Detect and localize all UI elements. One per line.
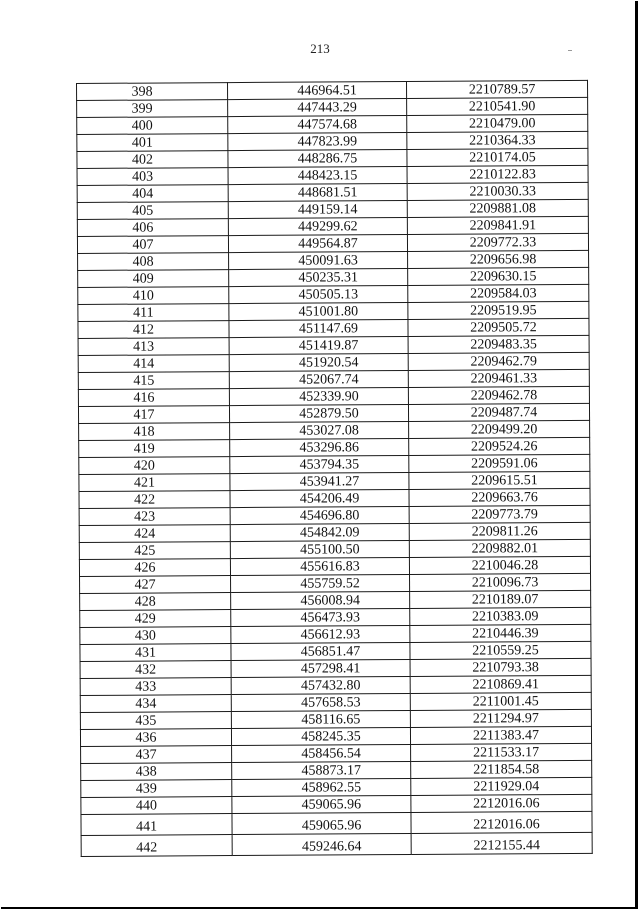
point-number-cell xyxy=(79,491,230,509)
cell-value: 2209524.26 xyxy=(470,439,538,455)
table-row xyxy=(81,832,592,856)
x-coordinate-cell xyxy=(230,489,409,507)
cell-value: 456473.93 xyxy=(300,610,361,626)
cell-value: 417 xyxy=(133,407,155,423)
y-coordinate-cell xyxy=(409,420,590,438)
y-coordinate-cell xyxy=(407,148,588,166)
cell-value: 2211533.17 xyxy=(473,745,540,761)
cell-value: 406 xyxy=(132,220,154,236)
x-coordinate-cell xyxy=(231,574,410,592)
cell-value: 451147.69 xyxy=(298,321,359,337)
cell-value: 403 xyxy=(132,169,154,185)
y-coordinate-cell xyxy=(408,403,589,421)
cell-value: 447574.68 xyxy=(297,117,358,133)
y-coordinate-cell xyxy=(409,471,590,489)
point-number-cell xyxy=(80,695,231,713)
cell-value: 2209773.79 xyxy=(471,507,538,523)
cell-value: 454206.49 xyxy=(299,491,360,507)
x-coordinate-cell xyxy=(229,336,408,354)
point-number-cell xyxy=(78,372,229,390)
cell-value: 446964.51 xyxy=(297,83,357,99)
x-coordinate-cell xyxy=(232,833,411,855)
x-coordinate-cell xyxy=(228,217,407,235)
cell-value: 459065.96 xyxy=(301,818,362,834)
cell-value: 439 xyxy=(135,781,157,797)
point-number-cell xyxy=(80,661,231,679)
cell-value: 2210174.05 xyxy=(469,150,536,166)
y-coordinate-cell xyxy=(410,641,591,659)
cell-value: 448423.15 xyxy=(297,168,358,184)
x-coordinate-cell xyxy=(232,761,411,779)
cell-value: 412 xyxy=(132,322,155,338)
y-coordinate-cell xyxy=(410,573,591,591)
x-coordinate-cell xyxy=(229,268,408,286)
point-number-cell xyxy=(77,202,228,220)
x-coordinate-cell xyxy=(231,625,410,643)
cell-value: 2210030.33 xyxy=(469,184,536,200)
point-number-cell xyxy=(80,644,231,662)
y-coordinate-cell xyxy=(407,233,588,251)
y-coordinate-cell xyxy=(408,369,589,387)
cell-value: 433 xyxy=(135,679,157,695)
x-coordinate-cell xyxy=(231,591,410,609)
y-coordinate-cell xyxy=(408,250,589,268)
cell-value: 419 xyxy=(133,441,155,457)
cell-value: 2209462.79 xyxy=(470,354,538,370)
y-coordinate-cell xyxy=(410,590,591,608)
cell-value: 2210446.39 xyxy=(472,626,539,642)
cell-value: 2212016.06 xyxy=(473,796,540,812)
cell-value: 458116.65 xyxy=(301,712,361,728)
point-number-cell xyxy=(80,627,231,645)
cell-value: 402 xyxy=(131,152,154,168)
cell-value: 457298.41 xyxy=(300,661,361,677)
cell-value: 2209772.33 xyxy=(469,235,537,251)
y-coordinate-cell xyxy=(410,709,591,727)
cell-value: 401 xyxy=(131,135,153,151)
point-number-cell xyxy=(77,185,228,203)
cell-value: 456008.94 xyxy=(300,593,360,609)
point-number-cell xyxy=(79,440,230,458)
cell-value: 432 xyxy=(135,662,157,678)
point-number-cell xyxy=(77,100,228,118)
point-number-cell xyxy=(81,835,232,857)
y-coordinate-cell xyxy=(408,386,589,404)
x-coordinate-cell xyxy=(231,727,410,745)
cell-value: 458873.17 xyxy=(301,763,362,779)
cell-value: 458456.54 xyxy=(301,746,361,762)
cell-value: 458245.35 xyxy=(301,729,361,745)
point-number-cell xyxy=(80,610,231,628)
cell-value: 2211854.58 xyxy=(473,762,540,778)
cell-value: 399 xyxy=(131,101,153,117)
cell-value: 428 xyxy=(134,594,156,610)
cell-value: 440 xyxy=(135,798,157,814)
cell-value: 2210541.90 xyxy=(468,99,536,115)
cell-value: 455616.83 xyxy=(300,559,360,575)
cell-value: 2209461.33 xyxy=(470,371,538,387)
y-coordinate-cell xyxy=(407,131,588,149)
cell-value: 2210793.38 xyxy=(472,660,539,676)
cell-value: 450505.13 xyxy=(298,287,359,303)
point-number-cell xyxy=(78,406,229,424)
point-number-cell xyxy=(79,457,230,475)
cell-value: 454842.09 xyxy=(299,525,360,541)
x-coordinate-cell xyxy=(230,540,409,558)
cell-value: 447443.29 xyxy=(297,100,357,116)
cell-value: 455100.50 xyxy=(300,542,360,558)
cell-value: 2212016.06 xyxy=(473,817,540,833)
x-coordinate-cell xyxy=(229,404,408,422)
cell-value: 407 xyxy=(132,237,154,253)
cell-value: 435 xyxy=(135,713,157,729)
y-coordinate-cell xyxy=(410,726,591,744)
cell-value: 451419.87 xyxy=(298,338,359,354)
x-coordinate-cell xyxy=(230,438,409,456)
x-coordinate-cell xyxy=(229,319,408,337)
cell-value: 421 xyxy=(133,475,155,491)
y-coordinate-cell xyxy=(411,811,592,833)
cell-value: 2209462.78 xyxy=(470,388,538,404)
cell-value: 2209591.06 xyxy=(471,456,538,472)
cell-value: 404 xyxy=(132,186,154,202)
point-number-cell xyxy=(81,780,232,798)
cell-value: 442 xyxy=(136,840,158,856)
cell-value: 441 xyxy=(136,819,158,835)
point-number-cell xyxy=(79,423,230,441)
point-number-cell xyxy=(77,151,228,169)
y-coordinate-cell xyxy=(411,760,592,778)
y-coordinate-cell xyxy=(408,335,589,353)
point-number-cell xyxy=(77,236,228,254)
point-number-cell xyxy=(80,678,231,696)
y-coordinate-cell xyxy=(409,522,590,540)
cell-value: 436 xyxy=(135,730,157,746)
cell-value: 2210559.25 xyxy=(472,643,539,659)
point-number-cell xyxy=(77,83,228,101)
cell-value: 2211294.97 xyxy=(472,711,539,727)
cell-value: 450235.31 xyxy=(298,270,358,286)
cell-value: 398 xyxy=(131,84,153,100)
cell-value: 437 xyxy=(135,747,157,763)
x-coordinate-cell xyxy=(231,659,410,677)
cell-value: 409 xyxy=(132,271,154,287)
point-number-cell xyxy=(79,525,230,543)
point-number-cell xyxy=(80,593,231,611)
point-number-cell xyxy=(78,389,229,407)
cell-value: 2211383.47 xyxy=(472,728,540,744)
point-number-cell xyxy=(80,576,231,594)
y-coordinate-cell xyxy=(409,437,590,455)
point-number-cell xyxy=(79,474,230,492)
x-coordinate-cell xyxy=(231,642,410,660)
y-coordinate-cell xyxy=(410,675,591,693)
point-number-cell xyxy=(77,168,228,186)
cell-value: 457658.53 xyxy=(300,695,361,711)
cell-value: 2211929.04 xyxy=(473,779,540,795)
cell-value: 426 xyxy=(134,560,156,576)
y-coordinate-cell xyxy=(408,267,589,285)
point-number-cell xyxy=(80,729,231,747)
cell-value: 431 xyxy=(134,645,157,661)
cell-value: 405 xyxy=(132,203,154,219)
cell-value: 453794.35 xyxy=(299,457,360,473)
x-coordinate-cell xyxy=(228,200,407,218)
cell-value: 430 xyxy=(134,628,156,644)
x-coordinate-cell xyxy=(228,132,407,150)
cell-value: 2209656.98 xyxy=(469,252,537,268)
x-coordinate-cell xyxy=(230,523,409,541)
x-coordinate-cell xyxy=(228,234,407,252)
cell-value: 451001.80 xyxy=(298,304,359,320)
y-coordinate-cell xyxy=(410,692,591,710)
point-number-cell xyxy=(78,321,229,339)
cell-value: 448286.75 xyxy=(297,151,358,167)
y-coordinate-cell xyxy=(407,97,588,115)
x-coordinate-cell xyxy=(232,778,411,796)
point-number-cell xyxy=(79,559,230,577)
y-coordinate-cell xyxy=(411,743,592,761)
y-coordinate-cell xyxy=(407,216,588,234)
y-coordinate-cell xyxy=(408,301,589,319)
cell-value: 453296.86 xyxy=(299,440,360,456)
cell-value: 450091.63 xyxy=(298,253,358,269)
x-coordinate-cell xyxy=(231,710,410,728)
cell-value: 2209663.76 xyxy=(471,490,538,506)
cell-value: 2209505.72 xyxy=(470,320,537,336)
cell-value: 2210364.33 xyxy=(469,133,536,149)
cell-value: 425 xyxy=(134,543,156,559)
point-number-cell xyxy=(78,338,229,356)
cell-value: 2209630.15 xyxy=(469,269,537,285)
cell-value: 418 xyxy=(133,424,155,440)
point-number-cell xyxy=(80,712,231,730)
cell-value: 456612.93 xyxy=(300,627,361,643)
y-coordinate-cell xyxy=(411,777,592,795)
cell-value: 459065.96 xyxy=(301,797,362,813)
cell-value: 2209483.35 xyxy=(470,337,537,353)
y-coordinate-cell xyxy=(411,794,592,812)
x-coordinate-cell xyxy=(230,506,409,524)
cell-value: 2210122.83 xyxy=(469,167,536,183)
x-coordinate-cell xyxy=(232,744,411,762)
point-number-cell xyxy=(81,814,232,836)
cell-value: 2210869.41 xyxy=(472,677,539,693)
y-coordinate-cell xyxy=(409,454,590,472)
cell-value: 2210189.07 xyxy=(471,592,539,608)
point-number-cell xyxy=(78,253,229,271)
cell-value: 414 xyxy=(133,356,155,372)
cell-value: 449159.14 xyxy=(297,202,358,218)
cell-value: 2209615.51 xyxy=(471,473,538,489)
x-coordinate-cell xyxy=(229,370,408,388)
point-number-cell xyxy=(77,117,228,135)
cell-value: 2210046.28 xyxy=(471,558,539,574)
cell-value: 452879.50 xyxy=(299,406,359,422)
cell-value: 449299.62 xyxy=(298,219,358,235)
x-coordinate-cell xyxy=(229,302,408,320)
x-coordinate-cell xyxy=(229,353,408,371)
cell-value: 2209881.08 xyxy=(469,201,537,217)
x-coordinate-cell xyxy=(228,81,407,99)
y-coordinate-cell xyxy=(409,488,590,506)
x-coordinate-cell xyxy=(230,455,409,473)
x-coordinate-cell xyxy=(228,183,407,201)
cell-value: 453941.27 xyxy=(299,474,360,490)
page-number: 213 xyxy=(310,41,330,56)
cell-value: 413 xyxy=(133,339,155,355)
x-coordinate-cell xyxy=(232,795,411,813)
x-coordinate-cell xyxy=(231,693,410,711)
point-number-cell xyxy=(77,219,228,237)
cell-value: 456851.47 xyxy=(300,644,361,660)
y-coordinate-cell xyxy=(410,624,591,642)
point-number-cell xyxy=(78,355,229,373)
cell-value: 2210096.73 xyxy=(471,575,539,591)
coordinates-table xyxy=(76,80,593,857)
x-coordinate-cell xyxy=(228,115,407,133)
point-number-cell xyxy=(81,746,232,764)
x-coordinate-cell xyxy=(228,149,407,167)
cell-value: 2209584.03 xyxy=(470,286,537,302)
y-coordinate-cell xyxy=(406,80,587,98)
cell-value: 2211001.45 xyxy=(472,694,539,710)
cell-value: 420 xyxy=(133,458,155,474)
cell-value: 448681.51 xyxy=(297,185,358,201)
cell-value: 451920.54 xyxy=(298,355,359,371)
cell-value: 416 xyxy=(133,390,155,406)
point-number-cell xyxy=(78,270,229,288)
cell-value: 408 xyxy=(132,254,154,270)
point-number-cell xyxy=(79,508,230,526)
cell-value: 452339.90 xyxy=(299,389,359,405)
x-coordinate-cell xyxy=(228,98,407,116)
cell-value: 434 xyxy=(135,696,157,712)
x-coordinate-cell xyxy=(230,557,409,575)
point-number-cell xyxy=(81,763,232,781)
cell-value: 2209841.91 xyxy=(469,218,537,234)
point-number-cell xyxy=(77,134,228,152)
y-coordinate-cell xyxy=(409,539,590,557)
y-coordinate-cell xyxy=(410,607,591,625)
cell-value: 457432.80 xyxy=(300,678,361,694)
cell-value: 422 xyxy=(134,492,156,508)
cell-value: 449564.87 xyxy=(298,236,358,252)
y-coordinate-cell xyxy=(409,505,590,523)
y-coordinate-cell xyxy=(407,199,588,217)
y-coordinate-cell xyxy=(409,556,590,574)
cell-value: 2212155.44 xyxy=(473,838,540,854)
cell-value: 2210789.57 xyxy=(468,82,536,98)
point-number-cell xyxy=(81,797,232,815)
cell-value: 2210383.09 xyxy=(471,609,539,625)
cell-value: 424 xyxy=(134,526,156,542)
cell-value: 429 xyxy=(134,611,156,627)
cell-value: 427 xyxy=(134,577,156,593)
y-coordinate-cell xyxy=(411,832,592,854)
x-coordinate-cell xyxy=(232,812,411,834)
cell-value: 458962.55 xyxy=(301,780,362,796)
coordinates-table-body xyxy=(77,80,593,856)
cell-value: 455759.52 xyxy=(300,576,360,592)
cell-value: 2209882.01 xyxy=(471,541,539,557)
x-coordinate-cell xyxy=(228,166,407,184)
cell-value: 447823.99 xyxy=(297,134,358,150)
y-coordinate-cell xyxy=(407,182,588,200)
cell-value: 2209499.20 xyxy=(470,422,538,438)
y-coordinate-cell xyxy=(410,658,591,676)
y-coordinate-cell xyxy=(408,284,589,302)
y-coordinate-cell xyxy=(408,352,589,370)
x-coordinate-cell xyxy=(230,472,409,490)
cell-value: 400 xyxy=(131,118,153,134)
x-coordinate-cell xyxy=(230,421,409,439)
x-coordinate-cell xyxy=(229,387,408,405)
x-coordinate-cell xyxy=(231,608,410,626)
cell-value: 459246.64 xyxy=(301,839,362,855)
cell-value: 415 xyxy=(133,373,155,389)
cell-value: 2209811.26 xyxy=(471,524,538,540)
y-coordinate-cell xyxy=(408,318,589,336)
cell-value: 423 xyxy=(134,509,156,525)
cell-value: 438 xyxy=(135,764,157,780)
cell-value: 2209487.74 xyxy=(470,405,538,421)
point-number-cell xyxy=(79,542,230,560)
x-coordinate-cell xyxy=(229,285,408,303)
cell-value: 2210479.00 xyxy=(468,116,536,132)
y-coordinate-cell xyxy=(407,114,588,132)
point-number-cell xyxy=(78,287,229,305)
cell-value: 2209519.95 xyxy=(470,303,537,319)
cell-value: 454696.80 xyxy=(299,508,360,524)
cell-value: 410 xyxy=(132,288,154,304)
table-row xyxy=(81,811,592,835)
cell-value: 453027.08 xyxy=(299,423,359,439)
cell-value: 452067.74 xyxy=(299,372,359,388)
y-coordinate-cell xyxy=(407,165,588,183)
x-coordinate-cell xyxy=(229,251,408,269)
cell-value: 411 xyxy=(133,305,154,321)
x-coordinate-cell xyxy=(231,676,410,694)
point-number-cell xyxy=(78,304,229,322)
